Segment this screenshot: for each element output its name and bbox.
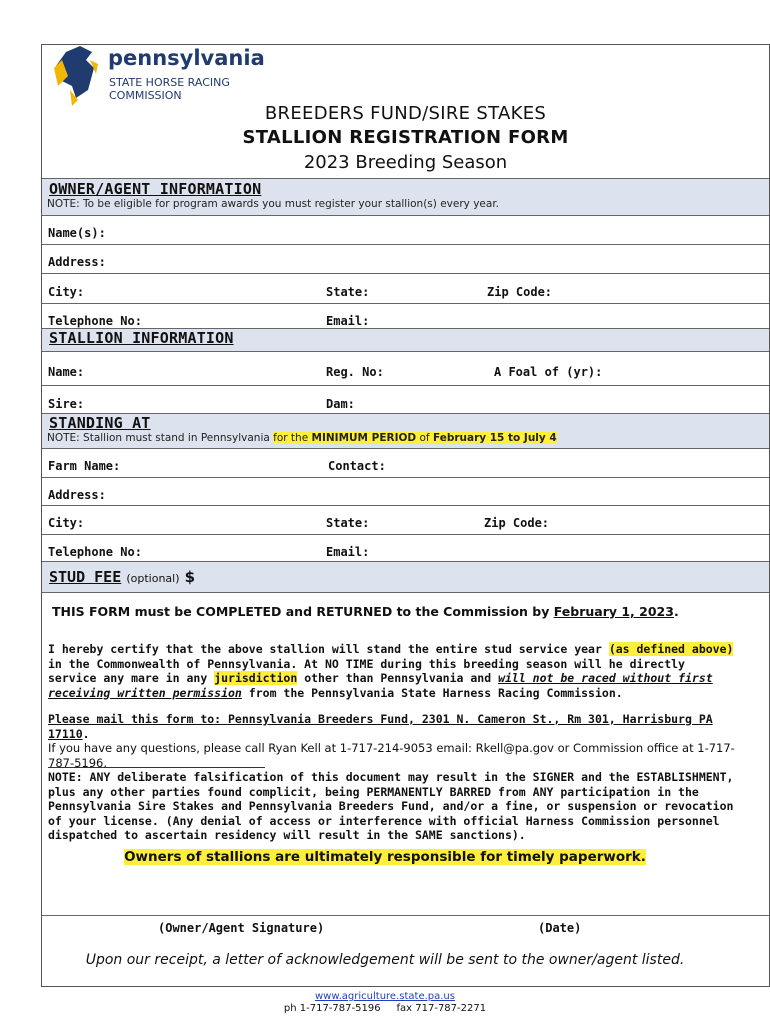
title-line1: BREEDERS FUND/SIRE STAKES [264,103,547,124]
stallion-name-label: Name: [48,365,85,379]
owner-email-label: Email: [326,314,370,328]
mail-block [48,712,738,770]
certify-text-e: other than Pennsylvania and [297,671,499,685]
certify-text-g: from the Pennsylvania State Harness Racing Commission. [241,685,623,700]
mail-questions: If you have any questions, please call Ryan Kell at 1-717-214-9053 email: Rkell@pa.gov or Commission office at 1-717-787-5196. [48,741,735,770]
standing-farm-label: Farm Name: [48,459,121,473]
owner-header: OWNER/AGENT INFORMATION [49,180,262,198]
stallion-sire-label: Sire: [48,397,85,411]
deadline-text: THIS FORM must be COMPLETED and RETURNED to the Commission by [52,604,554,619]
stallion-foal-label: A Foal of (yr): [494,365,603,379]
date-label: (Date) [538,921,582,935]
divider [42,385,769,386]
certify-permission: will not be raced without first receiving written permission [48,671,713,700]
form-titles [41,100,770,173]
footer-url[interactable]: www.agriculture.state.pa.us [315,991,455,1002]
standing-note [47,432,557,444]
divider [42,534,769,535]
logo-line2: COMMISSION [109,89,182,102]
standing-note-text: NOTE: Stallion must stand in Pennsylvania [47,432,274,444]
owner-address-label: Address: [48,255,106,269]
stud-fee-optional: (optional) [126,572,180,585]
stud-fee-row [49,567,195,586]
standing-header: STANDING AT [49,414,151,432]
standing-note-dates: February 15 to July 4 [432,432,557,444]
divider [42,273,769,274]
stallion-reg-label: Reg. No: [326,365,384,379]
certify-as-defined: (as defined above) [608,642,734,656]
responsible-notice: Owners of stallions are ultimately responsible for timely paperwork. [124,849,646,865]
separator-short [48,767,265,768]
warning-paragraph: NOTE: ANY deliberate falsification of this document may result in the SIGNER and the ESTABLISHMENT, plus any other parties found complicit, being PERMANENTLY BARRED from ANY participation in the Pennsylvania Sire Stakes and Pennsylvania Breeders Fund, and/or a fine, or suspension or revocation of your license. (Any denial of access or interference with official Harness Commission personnel dispatched to ascertain residency will result in the SAME sanctions). [48,770,734,842]
responsible-row [0,846,770,865]
owner-telephone-label: Telephone No: [48,314,142,328]
standing-address-label: Address: [48,488,106,502]
stallion-header: STALLION INFORMATION [49,329,234,347]
keystone-icon [48,46,108,108]
stud-fee-label: STUD FEE [49,568,122,586]
owner-city-label: City: [48,285,85,299]
standing-city-label: City: [48,516,85,530]
deadline-date: February 1, 2023 [553,604,674,619]
standing-note-min-period: MINIMUM PERIOD [311,432,417,444]
standing-state-label: State: [326,516,370,530]
certify-paragraph [48,642,738,700]
divider [42,178,769,179]
mail-address: Please mail this form to: Pennsylvania Breeders Fund, 2301 N. Cameron St., Rm 301, Harrisburg PA 17110 [48,712,713,741]
divider [42,505,769,506]
footer-phone: ph 1-717-787-5196 [283,1003,381,1014]
logo-wordmark: pennsylvania [108,46,265,70]
divider [42,413,769,414]
standing-telephone-label: Telephone No: [48,545,142,559]
standing-zip-label: Zip Code: [484,516,550,530]
divider [42,303,769,304]
logo-subtitle [109,76,230,102]
owner-note: NOTE: To be eligible for program awards you must register your stallion(s) every year. [47,198,500,210]
divider [42,244,769,245]
title-line3: 2023 Breeding Season [303,152,508,173]
divider [42,477,769,478]
owner-state-label: State: [326,285,370,299]
divider [42,592,769,593]
certify-text-a: I hereby certify that the above stallion will stand the entire stud service year [48,642,609,656]
owner-zip-label: Zip Code: [487,285,553,299]
deadline-notice [52,604,679,619]
stud-fee-dollar: $ [184,568,196,586]
stallion-dam-label: Dam: [326,397,355,411]
divider [42,215,769,216]
certify-text-c: in the Commonwealth of Pennsylvania. At NO TIME during this breeding season will he directly service any mare in any [48,656,685,685]
standing-contact-label: Contact: [328,459,386,473]
mail-end: . [82,726,90,741]
footer-fax: fax 717-787-2271 [396,1003,487,1014]
standing-note-highlight: for the [273,432,312,444]
divider [42,351,769,352]
owner-names-label: Name(s): [48,226,106,240]
standing-email-label: Email: [326,545,370,559]
footer-url-row [0,991,770,1002]
logo-line1: STATE HORSE RACING [109,76,230,89]
title-line2: STALLION REGISTRATION FORM [242,127,569,148]
deadline-end: . [673,604,679,619]
owner-signature-label: (Owner/Agent Signature) [158,921,325,935]
standing-note-of: of [416,432,433,444]
footer-contact [0,1003,770,1014]
divider [42,448,769,449]
divider [42,561,769,562]
pa-logo [48,46,278,108]
receipt-note: Upon our receipt, a letter of acknowledgement will be sent to the owner/agent listed. [85,952,685,968]
certify-jurisdiction: jurisdiction [214,671,298,685]
signature-line [42,915,769,916]
